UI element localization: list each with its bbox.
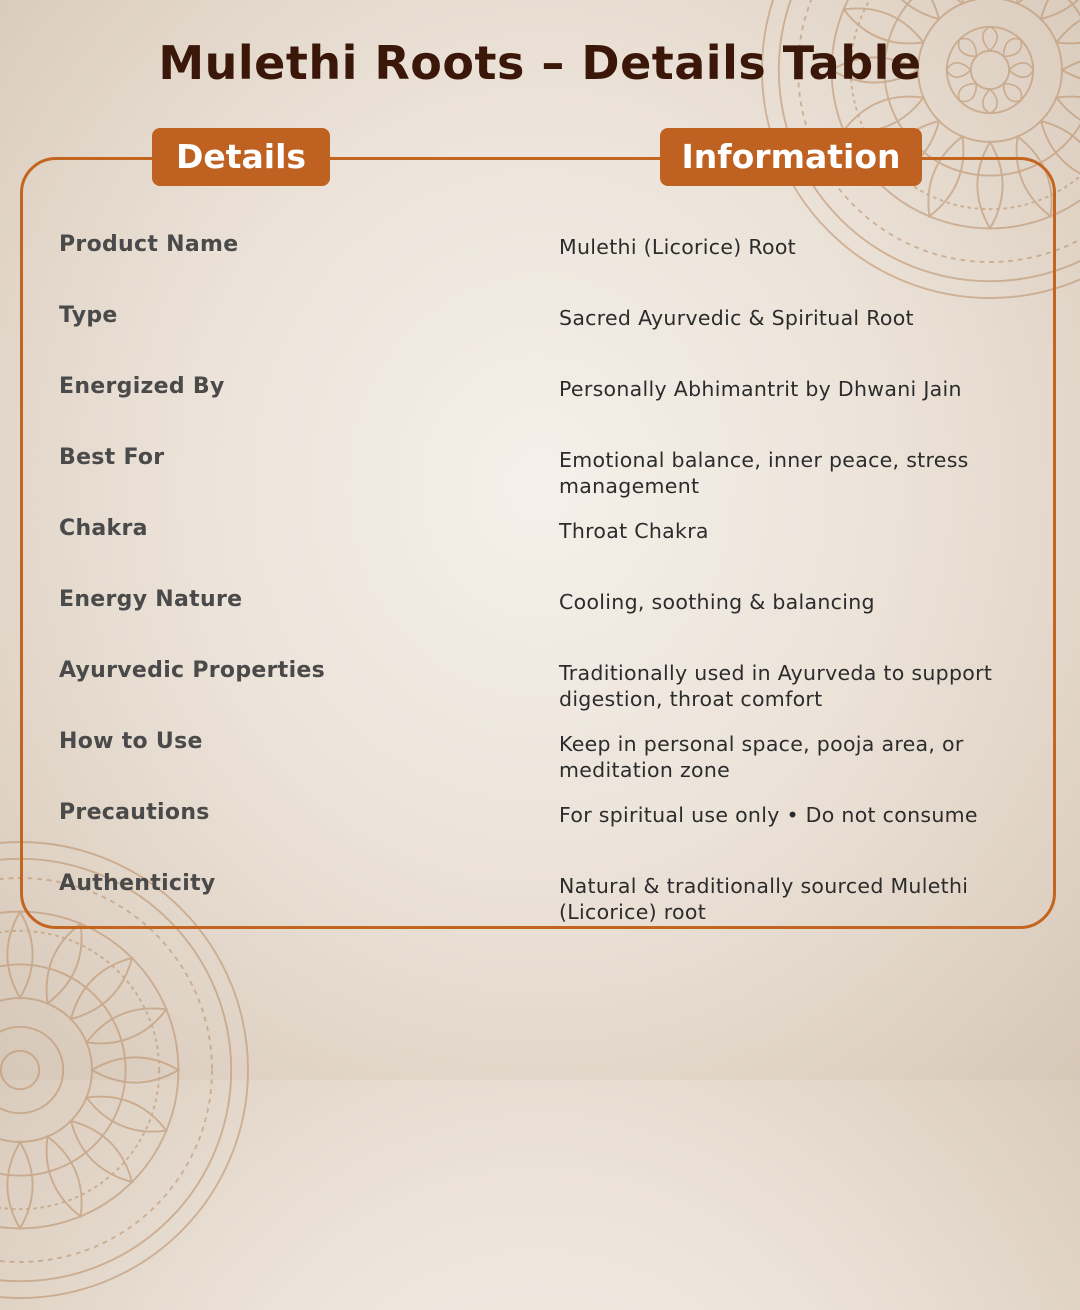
row-value: Emotional balance, inner peace, stress management xyxy=(559,448,969,498)
row-label: Authenticity xyxy=(59,871,216,896)
row-value: Sacred Ayurvedic & Spiritual Root xyxy=(559,306,914,330)
row-value: For spiritual use only • Do not consume xyxy=(559,803,978,827)
information-header-badge: Information xyxy=(660,128,922,186)
page-title: Mulethi Roots – Details Table xyxy=(158,36,922,90)
row-label: Type xyxy=(59,303,118,328)
row-value: Keep in personal space, pooja area, or meditation zone xyxy=(559,732,964,782)
row-label: Energized By xyxy=(59,374,225,399)
row-label: How to Use xyxy=(59,729,203,754)
row-label: Product Name xyxy=(59,232,239,257)
row-value: Mulethi (Licorice) Root xyxy=(559,235,797,259)
row-label: Ayurvedic Properties xyxy=(59,658,326,683)
row-value: Cooling, soothing & balancing xyxy=(559,590,875,614)
row-value: Traditionally used in Ayurveda to support digestion, throat comfort xyxy=(559,661,993,711)
row-value: Personally Abhimantrit by Dhwani Jain xyxy=(559,377,962,401)
row-label: Chakra xyxy=(59,516,148,541)
row-value: Natural & traditionally sourced Mulethi (Licorice) root xyxy=(559,874,969,924)
row-label: Best For xyxy=(59,445,165,470)
details-header-badge: Details xyxy=(152,128,330,186)
row-label: Energy Nature xyxy=(59,587,243,612)
row-label: Precautions xyxy=(59,800,210,825)
row-value: Throat Chakra xyxy=(559,519,709,543)
